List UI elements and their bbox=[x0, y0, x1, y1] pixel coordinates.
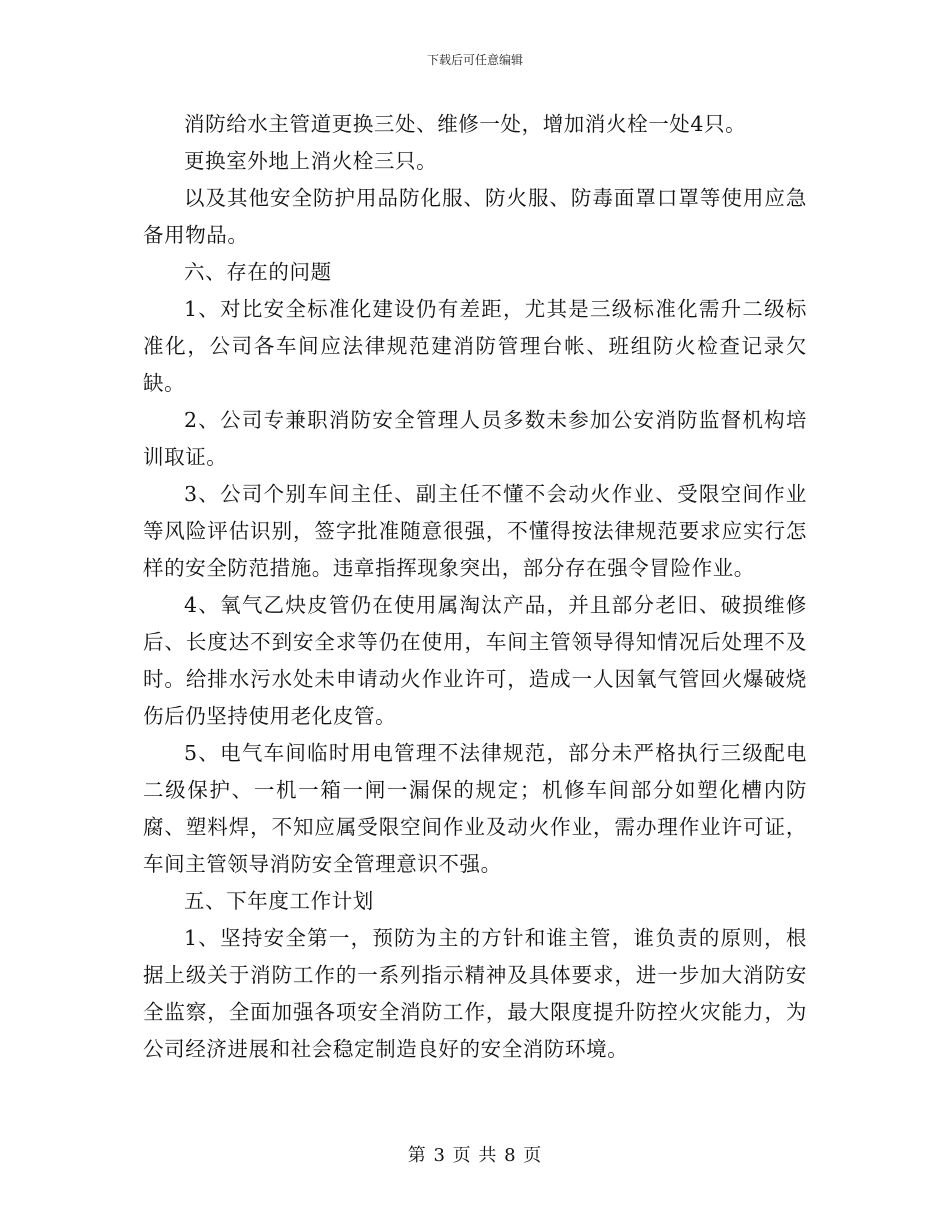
paragraph-problem-4: 4、氧气乙炔皮管仍在使用属淘汰产品，并且部分老旧、破损维修后、长度达不到安全求等仍在使用，车间主管领导得知情况后处理不及时。给排水污水处未申请动火作业许可，造成一人因氧气管回火爆破烧伤后仍坚持使用老化皮管。 bbox=[143, 593, 807, 728]
paragraph-plan-1: 1、坚持安全第一，预防为主的方针和谁主管，谁负责的原则，根据上级关于消防工作的一系列指示精神及具体要求，进一步加大消防安全监察，全面加强各项安全消防工作，最大限度提升防控火灾能力，为公司经济进展和社会稳定制造良好的安全消防环境。 bbox=[143, 926, 807, 1061]
paragraph-hydrant-pipes: 消防给水主管道更换三处、维修一处，增加消火栓一处4只。 bbox=[184, 112, 747, 136]
paragraph-problem-3: 3、公司个别车间主任、副主任不懂不会动火作业、受限空间作业等风险评估识别，签字批准随意很强，不懂得按法律规范要求应实行怎样的安全防范措施。违章指挥现象突出，部分存在强令冒险作业。 bbox=[143, 482, 807, 580]
section-heading-problems: 六、存在的问题 bbox=[184, 260, 332, 284]
paragraph-problem-5: 5、电气车间临时用电管理不法律规范，部分未严格执行三级配电二级保护、一机一箱一闸一漏保的规定；机修车间部分如塑化槽内防腐、塑料焊，不知应属受限空间作业及动火作业，需办理作业许可证，车间主管领导消防安全管理意识不强。 bbox=[143, 741, 807, 876]
paragraph-outdoor-hydrants: 更换室外地上消火栓三只。 bbox=[184, 149, 438, 173]
page-header: 下载后可任意编辑 bbox=[426, 53, 523, 67]
document-body bbox=[143, 106, 807, 1068]
paragraph-problem-2: 2、公司专兼职消防安全管理人员多数未参加公安消防监督机构培训取证。 bbox=[143, 408, 807, 469]
paragraph-protective-equipment: 以及其他安全防护用品防化服、防火服、防毒面罩口罩等使用应急备用物品。 bbox=[143, 186, 807, 247]
section-heading-work-plan: 五、下年度工作计划 bbox=[184, 889, 374, 913]
page-number-footer: 第 3 页 共 8 页 bbox=[407, 1145, 543, 1166]
paragraph-problem-1: 1、对比安全标准化建设仍有差距，尤其是三级标准化需升二级标准化，公司各车间应法律规范建消防管理台帐、班组防火检查记录欠缺。 bbox=[143, 297, 807, 395]
